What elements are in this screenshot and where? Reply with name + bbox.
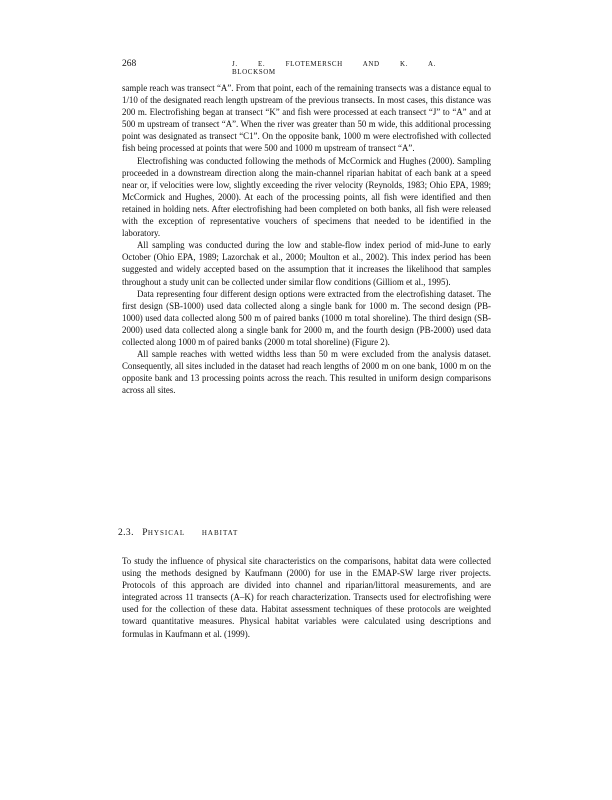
section-title-word-2: HABITAT <box>201 529 239 537</box>
section-heading <box>118 528 238 538</box>
paragraph-transects: sample reach was transect “A”. From that point, each of the remaining transects was a distance equal to 1/10 of the designated reach length upstream of the previous transects. In most cases, this distance was 200 m. Electrofishing began at transect “K” and fish were processed at each transect “J” to “A” and at 500 m upstream of transect “A”. When the river was greater than 50 m wide, this additional processing point was designated as transect “C1”. On the opposite bank, 1000 m were electrofished with collected fish being processed at points that were 500 and 1000 m upstream of transect “A”. <box>122 83 491 154</box>
paragraph-physical-habitat: To study the influence of physical site characteristics on the comparisons, habitat data were collected using the methods designed by Kaufmann (2000) for use in the EMAP-SW large river projects. Protocols of this approach are divided into channel and riparian/littoral measurements, and are integrated across 11 transects (A–K) for reach characterization. Transects used for electrofishing were used for the collection of these data. Habitat assessment techniques of these protocols are weighted toward quantitative measures. Physical habitat variables were calculated using descriptions and formulas in Kaufmann et al. (1999). <box>122 556 491 639</box>
running-head-authors: J. E. FLOTEMERSCH AND K. A. BLOCKSOM <box>232 60 437 76</box>
section-title-word-1: HYSICAL <box>147 529 186 537</box>
paragraph-sample-reaches: All sample reaches with wetted widths less than 50 m were excluded from the analysis dataset. Consequently, all sites included in the dataset had reach lengths of 2000 m on one bank, 1000 m on the opposite bank and 13 processing points across the reach. This resulted in uniform design comparisons across all sites. <box>122 349 491 396</box>
body-text-methods <box>122 82 491 396</box>
paragraph-index-period: All sampling was conducted during the low and stable-flow index period of mid-June to early October (Ohio EPA, 1989; Lazorchak et al., 2000; Moulton et al., 2002). This index period has been suggested and widely accepted based on the assumption that it increases the likelihood that samples throughout a study unit can be collected under similar flow conditions (Gilliom et al., 1995). <box>122 240 491 287</box>
paragraph-design-options: Data representing four different design options were extracted from the electrofishing dataset. The first design (SB-1000) used data collected along a single bank for 1000 m. The second design (PB-1000) used data collected along 500 m of paired banks (1000 m total shoreline). The third design (SB-2000) used data collected along a single bank for 2000 m, and the fourth design (PB-2000) used data collected along 1000 m of paired banks (2000 m total shoreline) (Figure 2). <box>122 288 491 347</box>
body-text-physical-habitat <box>122 555 491 640</box>
paragraph-electrofishing: Electrofishing was conducted following the methods of McCormick and Hughes (2000). Sampling proceeded in a downstream direction along the main-channel riparian habitat of each bank at a speed near or, if velocities were low, slightly exceeding the river velocity (Reynolds, 1983; Ohio EPA, 1989; McCormick and Hughes, 2000). At each of the processing points, all fish were identified and then retained in holding nets. After electrofishing had been completed on both banks, all fish were released with the exception of representative vouchers of specimens that needed to be identified in the laboratory. <box>122 155 491 239</box>
section-title-initial: P <box>142 528 148 538</box>
running-head <box>122 59 494 76</box>
section-number: 2.3. <box>118 528 134 538</box>
page-number: 268 <box>122 59 137 69</box>
